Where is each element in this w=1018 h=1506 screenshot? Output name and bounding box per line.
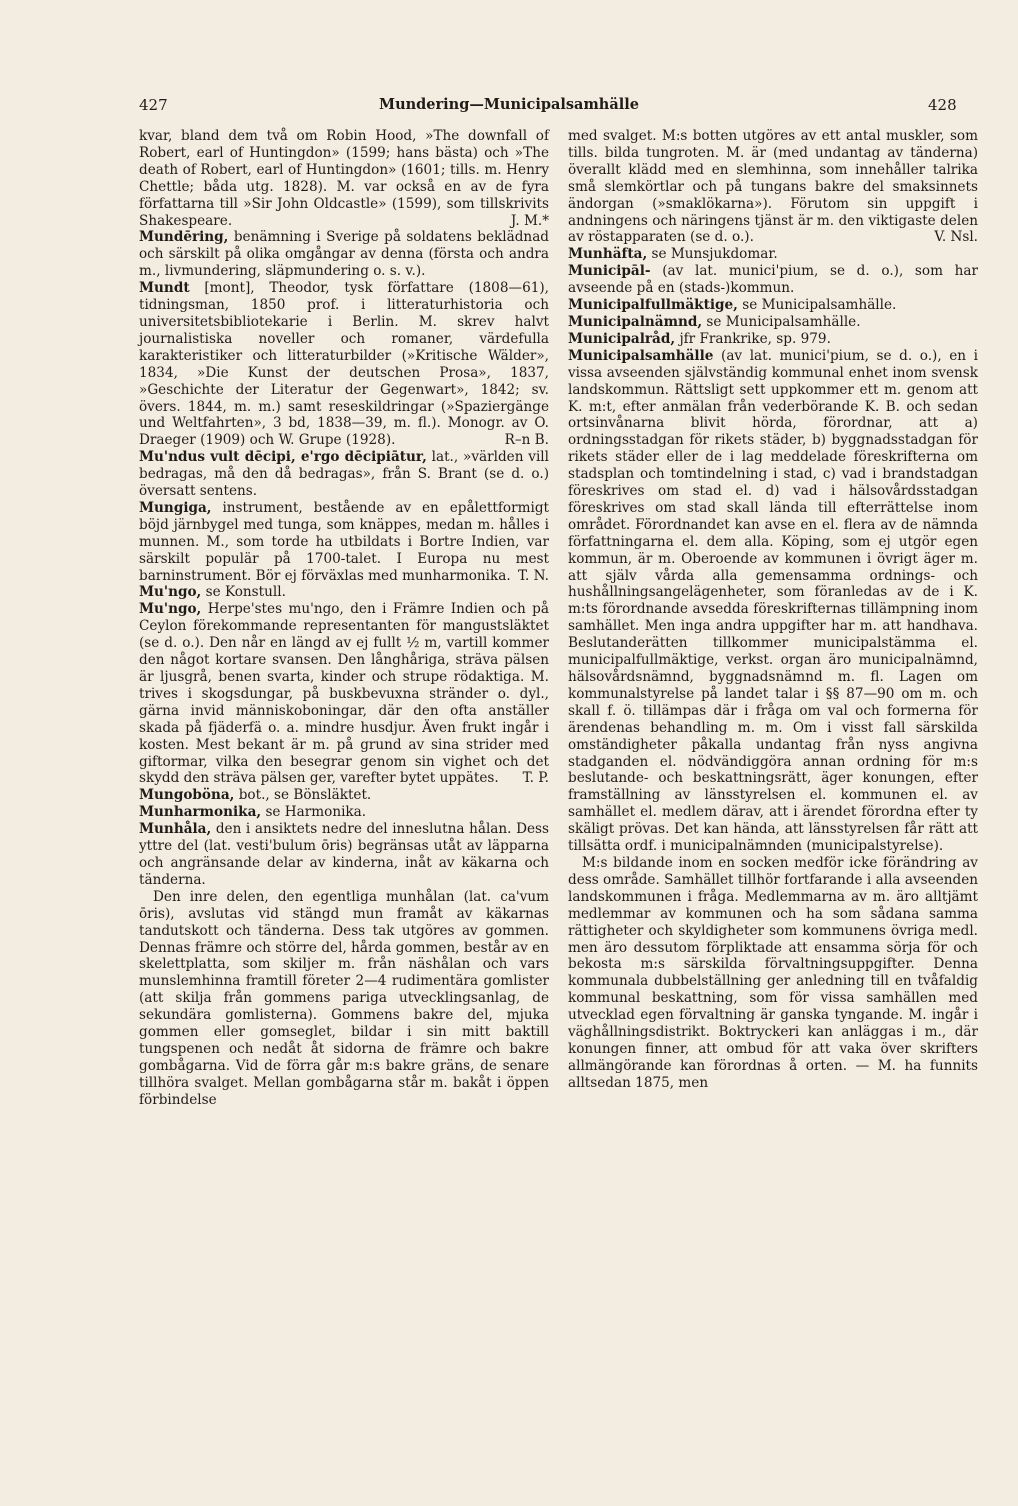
entry	[139, 821, 549, 889]
author-signature: T. P.	[522, 770, 549, 787]
author-signature: T. N.	[517, 567, 549, 584]
entry-text: jfr Frankrike, sp. 979.	[679, 330, 831, 347]
author-signature: J. M.*	[510, 212, 549, 229]
entry-headword: Mungoböna,	[139, 787, 235, 804]
entry	[139, 804, 549, 821]
entry	[568, 314, 978, 331]
entry-headword: Mu'ndus vult dēcipi, e'rgo dēcipiātur,	[139, 449, 427, 466]
entry	[139, 229, 549, 280]
entry-headword: Mungiga,	[139, 499, 212, 516]
entry	[139, 449, 549, 500]
entry-headword: Municipāl-	[568, 263, 651, 280]
entry	[139, 584, 549, 601]
entry-text: instrument, bestående av en epålettformigt böjd järnbygel med tunga, som knäppes, medan m. hålles i munnen. M., som torde ha utbildats i Bortre Indien, var särskilt populär på 1700-talet. I Europa nu mest barninstrument. Bör ej förväxlas med munharmonika.	[139, 499, 549, 584]
entry	[568, 855, 978, 1092]
entry-text: Herpe'stes mu'ngo, den i Främre Indien och på Ceylon förekommande representanten för mangustsläktet (se d. o.). Den når en längd av ej fullt ½ m, vartill kommer den något kortare svansen. Den långhåriga, sträva pälsen är ljusgrå, benen svarta, kinder och strupe rödaktiga. M. trives i skogsdungar, på buskbevuxna stränder o. dyl., gärna invid människoboningar, där den ofta anställer skada på fjäderfä o. a. mindre husdjur. Även frukt ingår i kosten. Mest bekant är m. på grund av sina strider med giftormar, vilka den besegrar genom sin vighet och det skydd den sträva pälsen ger, varefter bytet uppätes.	[139, 601, 549, 787]
entry-headword: Mu'ngo,	[139, 601, 202, 618]
left-column	[139, 128, 549, 1109]
entry-text: se Konstull.	[205, 584, 286, 601]
entry-text: se Municipalsamhälle.	[742, 297, 897, 314]
entry-text: se Municipalsamhälle.	[706, 313, 861, 330]
entry-text: Den inre delen, den egentliga munhålan (lat. ca'vum ōris), avslutas vid stängd mun framåt av käkarnas tandutskott och tänderna. Dess tak utgöres av gommen. Dennas främre och större del, hårda gommen, består av en skelettplatta, som skiljer m. från näshålan och vars munslemhinna framtill företer 2—4 rudimentära gomlister (att skilja från gommens pariga utvecklingsanlag, de sekundära gomlisterna). Gommens bakre del, mjuka gommen eller gomseglet, bildar i sin mitt baktill tungspenen och nedåt åt sidorna de främre och bakre gombågarna. Vid de förra går m:s bakre gräns, de senare tillhöra svalget. Mellan gombågarna står m. bakåt i öppen förbindelse	[139, 888, 549, 1108]
entry	[568, 263, 978, 297]
running-title: Mundering—Municipalsamhälle	[379, 96, 639, 113]
entry-headword: Municipalfullmäktige,	[568, 297, 738, 314]
entry-text: kvar, bland dem två om Robin Hood, »The downfall of Robert, earl of Huntingdon» (1599; hans bästa) och »The death of Robert, earl of Huntingdon» (1601; tills. m. Henry Chettle; båda utg. 1828). M. var också en av de fyra författarna till »Sir John Oldcastle» (1599), som tillskrivits Shakespeare.	[139, 128, 549, 229]
entry-headword: Munharmonika,	[139, 804, 262, 821]
entry	[568, 128, 978, 246]
entry	[139, 787, 549, 804]
page-number-left: 427	[139, 96, 168, 114]
entry-headword: Mundēring,	[139, 229, 229, 246]
entry	[568, 348, 978, 855]
right-column	[568, 128, 978, 1092]
entry-text: (av lat. munici'pium, se d. o.), en i vissa avseenden självständig kommunal enhet inom svensk landskommun. Rättsligt sett uppkommer ett m. genom att K. m:t, efter anmälan från vederbörande K. B. och sedan ortsinvånarna blivit hörda, förordnar, att a) ordningsstadgan för rikets städer, b) byggnadsstadgan för rikets städer eller de i lag meddelade föreskrifterna om stadsplan och tomtindelning i stad, c) vad i brandstadgan föreskrives om stad el. d) vad i hälsovårdsstadgan föreskrives om stad skall lända till efterrättelse inom området. Förordnandet kan avse en el. flera av de nämnda författningarna el. dem alla. Köping, som ej utgör egen kommun, är m. Oberoende av kommunen i övrigt äger m. att själv vårda alla gemensamma ordnings- och hushållningsangelägenheter, som föranledas av de i K. m:ts förordnande avsedda föreskrifternas tillämpning inom samhället. Men inga andra uppgifter har m. att handhava. Beslutanderätten tillkommer municipalstämma el. municipalfullmäktige, verkst. organ äro municipalnämnd, hälsovårdsnämnd, byggnadsnämnd m. fl. Lagen om kommunalstyrelse på landet talar i §§ 87—90 om m. och skall f. ö. tillämpas där i fråga om val och formerna för ärendenas behandling m. m. Om i visst fall särskilda omständigheter påkalla undantag från nyss angivna stadganden el. nödvändiggöra annan ordning för m:s beslutande- och beskattningsrätt, äger konungen, efter framställning av länsstyrelsen el. kommunen el. av samhället el. medlem därav, att i ärendet förordna efter ty skäligt prövas. Det kan hända, att länsstyrelsen får rätt att tillsätta ordf. i municipalnämnden (municipalstyrelse).	[568, 347, 978, 855]
entry	[139, 889, 549, 1109]
entry	[568, 246, 978, 263]
entry	[139, 601, 549, 787]
entry-headword: Municipalsamhälle	[568, 347, 714, 364]
entry-text: lat., »världen vill bedragas, må den då bedragas», från S. Brant (se d. o.) översatt sentens.	[139, 449, 549, 500]
entry-headword: Municipalråd,	[568, 330, 676, 347]
entry	[568, 297, 978, 314]
entry	[568, 331, 978, 348]
entry-headword: Mundt	[139, 280, 190, 297]
entry	[139, 128, 549, 229]
entry-headword: Munhäfta,	[568, 246, 648, 263]
author-signature: V. Nsl.	[934, 229, 978, 246]
entry-text: med svalget. M:s botten utgöres av ett antal muskler, som tills. bilda tungroten. M. är (med undantag av tänderna) överallt klädd med en slemhinna, som innehåller talrika små slemkörtlar och på tungans bakre del smaksinnets ändorgan (»smaklökarna»). Förutom sin uppgift i andningens och näringens tjänst är m. den viktigaste delen av röstapparaten (se d. o.).	[568, 128, 978, 246]
entry-text: (av lat. munici'pium, se d. o.), som har avseende på en (stads-)kommun.	[568, 263, 978, 297]
entry-text: M:s bildande inom en socken medför icke förändring av dess område. Samhället tillhör fortfarande i alla avseenden landskommunen i fråga. Medlemmarna av m. äro alltjämt medlemmar av kommunen och ha som sådana samma rättigheter och skyldigheter som kommunens övriga medl. men äro dessutom förpliktade att ensamma sörja för och bekosta m:s särskilda förvaltningsuppgifter. Denna kommunala dubbelställning ger anledning till en tvåfaldig kommunal beskattning, som för vissa samhällen med utvecklad egen förvaltning är ganska tyngande. M. ingår i väghållningsdistrikt. Boktryckeri kan anläggas i m., där konungen finner, att ombud för att vaka över skrifters allmängörande kan förordnas å orten. — M. ha funnits alltsedan 1875, men	[568, 854, 978, 1091]
entry-text: se Munsjukdomar.	[651, 246, 778, 263]
entry-headword: Municipalnämnd,	[568, 313, 703, 330]
entry	[139, 500, 549, 585]
entry	[139, 280, 549, 449]
entry-headword: Mu'ngo,	[139, 584, 202, 601]
entry-text: [mont], Theodor, tysk författare (1808—61), tidningsman, 1850 prof. i litteraturhistoria och universitetsbibliotekarie i Berlin. M. skrev halvt journalistiska noveller och romaner, värdefulla karakteristiker och litteraturbilder (»Kritische Wälder», 1834, »Die Kunst der deutschen Prosa», 1837, »Geschichte der Literatur der Gegenwart», 1842; sv. övers. 1844, m. m.) samt reseskildringar (»Spaziergänge und Weltfahrten», 3 bd, 1838—39, m. fl.). Monogr. av O. Draeger (1909) och W. Grupe (1928).	[139, 280, 549, 449]
page-number-right: 428	[928, 96, 957, 114]
entry-text: se Harmonika.	[265, 804, 367, 821]
entry-text: den i ansiktets nedre del inneslutna hålan. Dess yttre del (lat. vesti'bulum ōris) begränsas utåt av läpparna och angränsande delar av kinderna, inåt av käkarna och tänderna.	[139, 821, 549, 888]
author-signature: R–n B.	[504, 432, 549, 449]
entry-text: benämning i Sverige på soldatens beklädnad och särskilt på olika omgångar av denna (första och andra m., livmundering, släpmundering o. s. v.).	[139, 229, 549, 280]
entry-headword: Munhåla,	[139, 821, 212, 838]
entry-text: bot., se Bönsläktet.	[238, 787, 372, 804]
